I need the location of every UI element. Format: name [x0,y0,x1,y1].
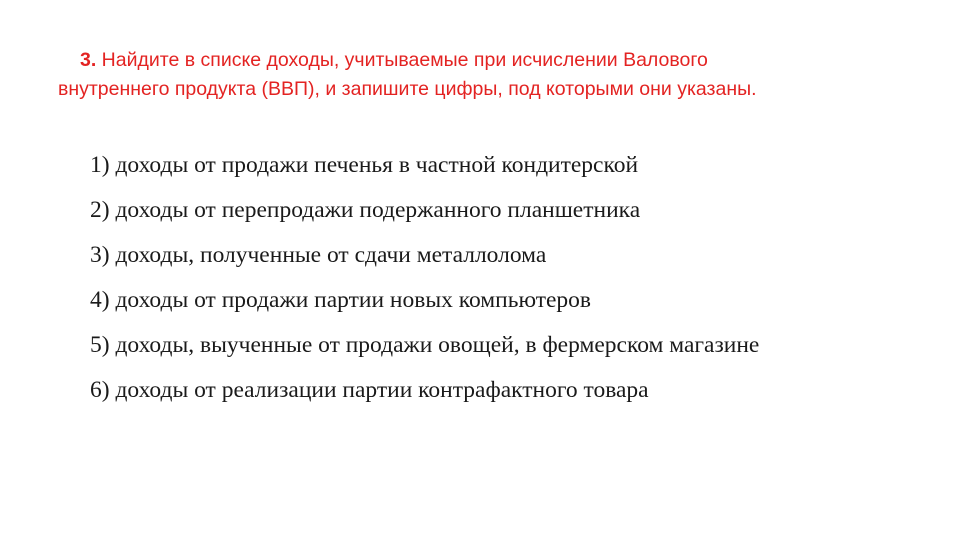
answer-item-2: 2) доходы от перепродажи подержанного планшетника [90,197,641,223]
task-statement [58,46,928,104]
task-text-line-1: Найдите в списке доходы, учитываемые при исчислении Валового [96,49,708,71]
task-text-line-2: внутреннего продукта (ВВП), и запишите цифры, под которыми они указаны. [58,78,757,100]
answer-item-4: 4) доходы от продажи партии новых компьютеров [90,287,591,313]
task-number: 3. [80,49,97,71]
task-line-1 [58,46,928,75]
answer-item-5: 5) доходы, выученные от продажи овощей, в фермерском магазине [90,332,760,358]
answer-item-1: 1) доходы от продажи печенья в частной кондитерской [90,152,639,178]
answer-item-3: 3) доходы, полученные от сдачи металлолома [90,242,547,268]
task-line-2 [58,75,928,104]
answer-item-6: 6) доходы от реализации партии контрафактного товара [90,377,649,403]
answer-list [90,148,886,418]
